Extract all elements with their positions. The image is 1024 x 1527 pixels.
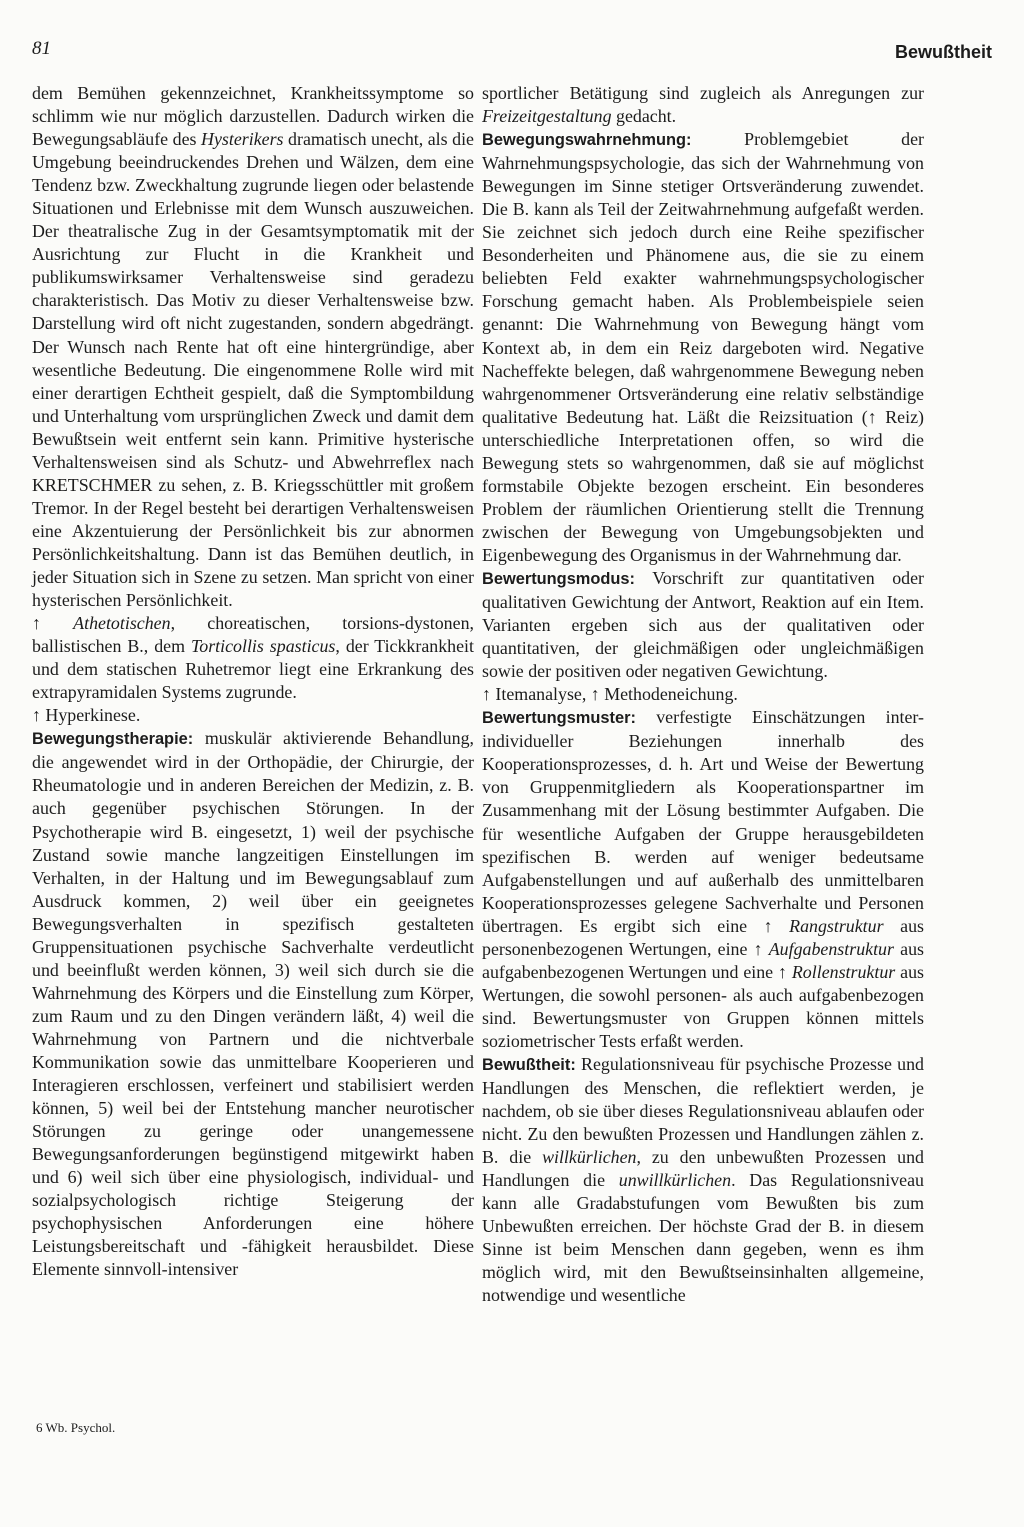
text-run: ↑ xyxy=(32,613,74,634)
text-run: , zu den unbewußten Prozessen und Handlungen die xyxy=(482,1147,924,1191)
paragraph xyxy=(482,1053,924,1308)
paragraph xyxy=(482,683,924,706)
entry-headword: Bewegungswahrnehmung: xyxy=(482,131,692,150)
signature-mark: 6 Wb. Psychol. xyxy=(36,1420,116,1435)
text-run: muskulär aktivierende Behandlung, die angewendet wird in der Orthopädie, der Chirurgie, der Rheumatologie und in anderen Bereichen der Medizin, z. B. auch gegenüber psychischen Störungen. In der Psychotherapie wird B. eingesetzt, 1) weil der psychische Zustand sowie manche langzeitigen Einstellungen im Verhalten, in der Haltung und im Bewegungsablauf zum Ausdruck kommen, 2) weil über ein geeignetes Bewegungsverhalten in spezifisch gestalteten Gruppensituationen psychische Sachverhalte verdeutlicht und beeinflußt werden können, 3) weil sich durch sie die Wahrnehmung des Körpers und die Einstellung zum Körper, zum Raum und zu den Dingen verändern läßt, 4) weil die Wahrnehmung von Partnern und die nichtverbale Kommunikation sowie das unmittelbare Kooperieren und Interagieren erschlossen, verfeinert und stabilisiert werden können, 5) weil bei der Entstehung mancher neurotischer Störungen zu geringe oder unangemessene Bewegungsanforderungen begünstigend mitgewirkt haben und 6) weil sich über eine physiologisch, individual- und sozialpsychologisch richtige Steigerung der psychophysischen Anforderungen eine höhere Leistungsbereitschaft und -fähigkeit herausbildet. Diese Elemente sinnvoll-intensiver xyxy=(32,728,474,1280)
text-run: dem Bemühen gekennzeichnet, Krankheitssymptome so schlimm wie nur möglich darzustellen. Dadurch wirken die Bewegungsabläufe des xyxy=(32,83,474,150)
page-number: 81 xyxy=(32,38,51,59)
running-head: Bewußtheit xyxy=(895,42,992,62)
entry-headword: Bewußtheit: xyxy=(482,1055,576,1074)
text-run: Problemgebiet der Wahrnehmungspsychologie, das sich der Wahrnehmung von Bewegungen im Sinne stetiger Ortsveränderung zuwendet. Die B. kann als Teil der Zeitwahrnehmung aufgefaßt werden. Sie zeichnet sich jedoch durch eine Reihe spezifischer Besonderheiten und Phänomene aus, die sie zu einem beliebten Feld exakter wahrnehmungspsychologischer Forschung gemacht haben. Als Problembeispiele seien genannt: Die Wahrnehmung von Bewegung hängt vom Kontext ab, in dem ein Reiz dargeboten wird. Negative Nacheffekte belegen, daß wahrgenommene Bewegung neben wahrgenommener Ortsveränderung eine relativ selbständige qualitative Bedeutung hat. Läßt die Reizsituation (↑ Reiz) unterschiedliche Interpretationen offen, so wird die Bewegung stets so wahrgenommen, daß sie auf möglichst formstabile Objekte bezogen erscheint. Ein besonderes Problem der räumlichen Orientierung stellt die Trennung zwischen der Bewegung von Umgebungsobjekten und Eigenbewegung des Organismus in der Wahrnehmung dar. xyxy=(482,129,924,565)
paragraph xyxy=(482,706,924,1053)
emphasis-term: unwillkürlichen xyxy=(618,1170,732,1191)
text-run: Vorschrift zur quantitativen oder qualitativen Gewichtung der Antwort, Reaktion auf ein Item. Varianten ergeben sich aus der qualitativen oder quantitativen, der gleichmäßigen oder ungleichmäßigen sowie der positiven oder negativen Gewichtung. xyxy=(482,567,924,682)
paragraph xyxy=(482,567,924,683)
emphasis-term: Hysterikers xyxy=(201,129,284,150)
emphasis-term: Athetotischen xyxy=(73,613,171,634)
entry-headword: Bewertungsmuster: xyxy=(482,709,636,728)
paragraph xyxy=(32,704,474,727)
text-run: verfestigte Einschätzungen inter-individueller Beziehungen innerhalb des Kooperationsprozesses, d. h. Art und Weise der Bewertung von Gruppenmitgliedern als Kooperationspartner im Zusammenhang mit der Lösung bestimmter Aufgaben. Die für wesentliche Aufgaben der Gruppe herausgebildeten spezifischen B. werden auf weniger bedeutsame Aufgabenstellungen und auf außerhalb des unmittelbaren Kooperationsprozesses gelegene Sachverhalte und Personen übertragen. Es ergibt sich eine ↑ xyxy=(482,707,924,936)
emphasis-term: willkürlichen xyxy=(542,1147,637,1168)
text-run: dramatisch unecht, als die Umgebung beeindruckendes Drehen und Wälzen, dem eine Tendenz bzw. Zweckhaltung zugrunde liegen oder belastende Situationen und Erlebnisse mit dem Wunsch auszuweichen. Der theatralische Zug in der Gesamtsymptomatik mit der Ausrichtung zur Flucht in die Krankheit und publikumswirksamer Verhaltensweise sind geradezu charakteristisch. Das Motiv zu dieser Verhaltensweise bzw. Darstellung wird oft nicht zugestanden, sondern abgedrängt. Der Wunsch nach Rente hat oft eine hintergründige, aber wesentliche Bedeutung. Die eingenommene Rolle wird mit einer derartigen Echtheit gespielt, daß die Symptombildung und Unterhaltung vom ursprünglichen Zweck und damit dem Bewußtsein weit entfernt sein kann. Primitive hysterische Verhaltensweisen sind als Schutz- und Abwehrreflex nach KRETSCHMER zu sehen, z. B. Kriegsschüttler mit großem Tremor. In der Regel besteht bei derartigen Verhaltensweisen eine Akzentuierung der Persönlichkeit bis zur abnormen Persönlichkeitshaltung. Dann ist das Bemühen deutlich, in jeder Situation sich in Szene zu setzen. Man spricht von einer hysterischen Persönlichkeit. xyxy=(32,129,474,611)
text-run: ↑ Hyperkinese. xyxy=(32,705,141,726)
right-column xyxy=(482,82,924,1307)
text-run: aus aufgabenbezogenen Wertungen und eine ↑ xyxy=(482,938,924,982)
paragraph xyxy=(482,128,924,567)
text-run: Regulationsniveau für psychische Prozesse und Handlungen des Menschen, die reflektiert werden, je nachdem, ob sie über dieses Regulationsniveau ablaufen oder nicht. Zu den bewußten Prozessen und Handlungen zählen z. B. die xyxy=(482,1053,924,1168)
emphasis-term: Rollenstruktur xyxy=(791,961,896,982)
text-run: , choreatischen, torsions-dystonen, ballistischen B., dem xyxy=(32,613,474,657)
text-run: aus personenbezogenen Wertungen, eine ↑ xyxy=(482,915,924,959)
text-run: ↑ Itemanalyse, ↑ Methodeneichung. xyxy=(482,684,738,705)
paragraph xyxy=(32,82,474,612)
emphasis-term: Aufgabenstruktur xyxy=(768,938,894,959)
entry-headword: Bewertungsmodus: xyxy=(482,569,635,588)
emphasis-term: Freizeitgestaltung xyxy=(482,106,612,127)
emphasis-term: Torticollis spasticus xyxy=(190,636,336,657)
text-run: sportlicher Betätigung sind zugleich als Anregungen zur xyxy=(482,83,924,103)
text-run: . Das Regulationsniveau kann alle Gradabstufungen vom Bewußten bis zum Unbewußten erreichen. Der höchste Grad der B. in diesem Sinne ist beim Menschen dann gegeben, wenn es ihm möglich wird, mit den Bewußtseinsinhalten allgemeine, notwendige und wesentliche xyxy=(482,1170,924,1306)
text-run: , der Tickkrankheit und dem statischen Ruhetremor liegt eine Erkrankung des extrapyramidalen Systems zugrunde. xyxy=(32,636,474,703)
paragraph xyxy=(32,727,474,1281)
paragraph xyxy=(32,612,474,704)
emphasis-term: Rangstruktur xyxy=(789,915,884,936)
entry-headword: Bewegungstherapie: xyxy=(32,730,194,749)
paragraph xyxy=(482,82,924,128)
text-run: aus Wertungen, die sowohl personen- als auch aufgabenbezogen sind. Bewertungsmuster von Gruppen können mittels soziometrischer Tests erfaßt werden. xyxy=(482,961,925,1051)
left-column xyxy=(32,82,474,1281)
text-run: gedacht. xyxy=(611,106,677,127)
